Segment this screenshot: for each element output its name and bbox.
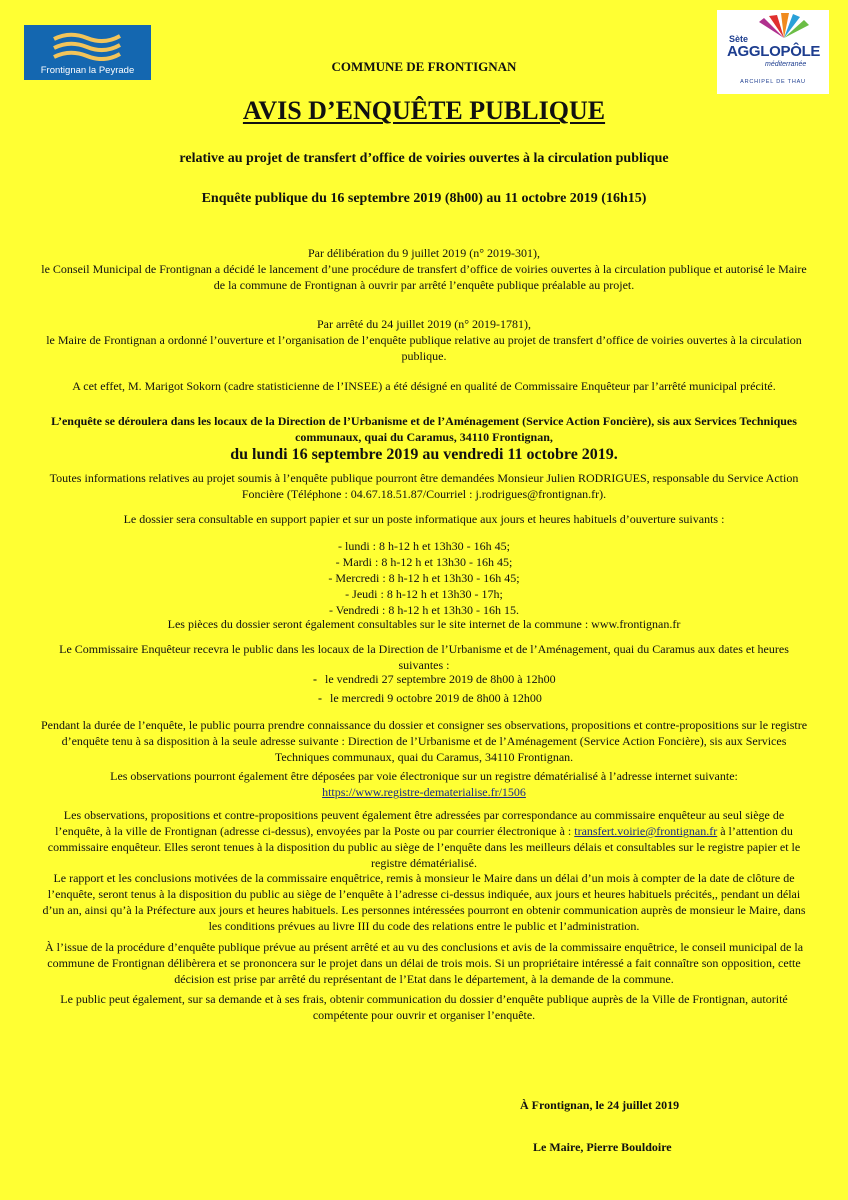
- electronic-text: Les observations pourront également être déposées par voie électronique sur un registre dématérialisé à l’adresse internet suivante:: [110, 769, 738, 783]
- agglopole-archipel: ARCHIPEL DE THAU: [740, 79, 806, 85]
- location-dates: [40, 445, 808, 464]
- page-title-text: AVIS D’ENQUÊTE PUBLIQUE: [242, 96, 606, 125]
- visit-date-2: [318, 689, 542, 708]
- frontignan-logo-text: Frontignan la Peyrade: [40, 65, 135, 76]
- signature-place-date: À Frontignan, le 24 juillet 2019: [520, 1098, 680, 1112]
- location-dates-text: du lundi 16 septembre 2019 au vendredi 11 octobre 2019: [230, 446, 614, 463]
- subtitle: relative au projet de transfert d’office de voiries ouvertes à la circulation publique: [179, 151, 669, 166]
- paragraph-issue: À l’issue de la procédure d’enquête publique prévue au présent arrêté et au vu des conclusions et avis de la commissaire enquêtrice, le conseil municipal de la commune de Frontignan délibèrera et se prononcera sur le projet dans un délai de trois mois. Si un propriétaire intéressé a fait connaître son opposition, cette décision est prise par arrêté du représentant de l’Etat dans le département, à la demande de la commune.: [44, 940, 804, 986]
- arrete-text: le Maire de Frontignan a ordonné l’ouverture et l’organisation de l’enquête publique relative au projet de transfert d’office de voiries ouvertes à la circulation publique.: [46, 333, 802, 363]
- commune-heading: COMMUNE DE FRONTIGNAN: [331, 59, 517, 74]
- agglopole-logo: [717, 10, 829, 94]
- email-link[interactable]: transfert.voirie@frontignan.fr: [574, 824, 718, 838]
- paragraph-registre: Pendant la durée de l’enquête, le public pourra prendre connaissance du dossier et consigner ses observations, propositions et contre-propositions sur le registre d’enquête tenu à sa disposition à la seule adresse suivante : Direction de l’Urbanisme et de l’Aménagement (Service Action Foncière), sis aux Services Techniques communaux, quai du Caramus, 34110 Frontignan.: [40, 718, 808, 764]
- agglopole-name: AGGLOPÔLE: [727, 43, 821, 60]
- schedule-item: - Mardi : 8 h-12 h et 13h30 - 16h 45;: [335, 555, 513, 569]
- page-title: [0, 96, 848, 126]
- waves-icon: [52, 31, 122, 61]
- paragraph-correspondence: [40, 807, 808, 871]
- agglopole-sete: Sète: [729, 34, 749, 44]
- arrete-ref: Par arrêté du 24 juillet 2019 (n° 2019-1781),: [316, 317, 532, 331]
- schedule-item: - Jeudi : 8 h-12 h et 13h30 - 17h;: [345, 587, 503, 601]
- inquiry-dates: Enquête publique du 16 septembre 2019 (8h00) au 11 octobre 2019 (16h15): [201, 191, 647, 206]
- paragraph-communication: Le public peut également, sur sa demande et à ses frais, obtenir communication du dossier d’enquête publique auprès de la Ville de Frontignan, autorité compétente pour ouvrir et organiser l’enquête.: [60, 992, 788, 1022]
- correspondence-text-b: à l’attention du commissaire enquêteur. Elles seront tenues à la disposition du public au siège de l’enquête dans les meilleurs délais et consultables sur le registre papier et le registre dématérialisé.: [47, 824, 801, 870]
- location-text: L’enquête se déroulera dans les locaux de la Direction de l’Urbanisme et de l’Aménagement (Service Action Foncière), sis aux Services Techniques communaux, quai du Caramus, 34110 Frontignan,: [51, 414, 797, 444]
- deliberation-text: le Conseil Municipal de Frontignan a décidé le lancement d’une procédure de transfert d’office de voiries ouvertes à la circulation publique et autorisé le Maire de la commune de Frontignan à ouvrir par arrêté l’enquête publique préalable au projet.: [41, 262, 807, 292]
- schedule-item: - Mercredi : 8 h-12 h et 13h30 - 16h 45;: [328, 571, 520, 585]
- visit-date-1: [313, 670, 556, 689]
- paragraph-rapport: Le rapport et les conclusions motivées de la commissaire enquêtrice, remis à monsieur le Maire dans un délai d’un mois à compter de la date de clôture de l’enquête, seront tenus à la disposition du public au siège de l’enquête à l’adresse ci-dessus indiquée, aux jours et heures habituels précités,, pendant un délai d’un an, ainsi qu’à la Préfecture aux jours et heures habituels. Les personnes intéressées pourront en obtenir communication auprès de monsieur le Maire, dans les conditions prévues au livre III du code des relations entre le public et l’administration.: [42, 871, 806, 933]
- paragraph-consultation: Le dossier sera consultable en support papier et sur un poste informatique aux jours et heures habituels d’ouverture suivants :: [123, 512, 725, 526]
- paragraph-website: Les pièces du dossier seront également consultables sur le site internet de la commune : www.frontignan.fr: [167, 617, 681, 631]
- paragraph-contact: Toutes informations relatives au projet soumis à l’enquête publique pourront être demandées Monsieur Julien RODRIGUES, responsable du Service Action Foncière (Téléphone : 04.67.18.51.87/Courriel : j.rodrigues@frontignan.fr).: [49, 471, 799, 501]
- paragraph-location: [40, 413, 808, 464]
- schedule-list: [274, 538, 574, 618]
- visit-date-1-text: le vendredi 27 septembre 2019 de 8h00 à 12h00: [325, 672, 556, 686]
- agglopole-mediterranee: méditerranée: [765, 61, 807, 68]
- paragraph-arrete: [40, 316, 808, 364]
- correspondence-text-a: Les observations, propositions et contre-propositions peuvent également être adressées par correspondance au commissaire enquêteur au seul siège de l’enquête, à la ville de Frontignan (adresse ci-dessus), envoyées par la Poste ou par courrier électronique à :: [55, 808, 785, 838]
- paragraph-reception: Le Commissaire Enquêteur recevra le public dans les locaux de la Direction de l’Urbanisme et de l’Aménagement, quai du Caramus aux dates et heures suivantes :: [59, 642, 789, 672]
- schedule-item: - lundi : 8 h-12 h et 13h30 - 16h 45;: [338, 539, 510, 553]
- signature-mayor: Le Maire, Pierre Bouldoire: [533, 1140, 672, 1154]
- schedule-item: - Vendredi : 8 h-12 h et 13h30 - 16h 15.: [328, 603, 520, 617]
- visit-dash: -: [313, 672, 317, 686]
- paragraph-electronic: [40, 768, 808, 800]
- deliberation-ref: Par délibération du 9 juillet 2019 (n° 2019-301),: [307, 246, 541, 260]
- registre-link[interactable]: https://www.registre-dematerialise.fr/1506: [322, 785, 526, 799]
- paragraph-deliberation: [40, 245, 808, 293]
- visit-dash: -: [318, 691, 322, 705]
- paragraph-commissaire: A cet effet, M. Marigot Sokorn (cadre statisticienne de l’INSEE) a été désigné en qualité de Commissaire Enquêteur par l’arrêté municipal précité.: [72, 379, 776, 393]
- location-dates-period: .: [613, 446, 618, 463]
- sun-rays-icon: [749, 12, 819, 38]
- visit-date-2-text: le mercredi 9 octobre 2019 de 8h00 à 12h00: [330, 691, 542, 705]
